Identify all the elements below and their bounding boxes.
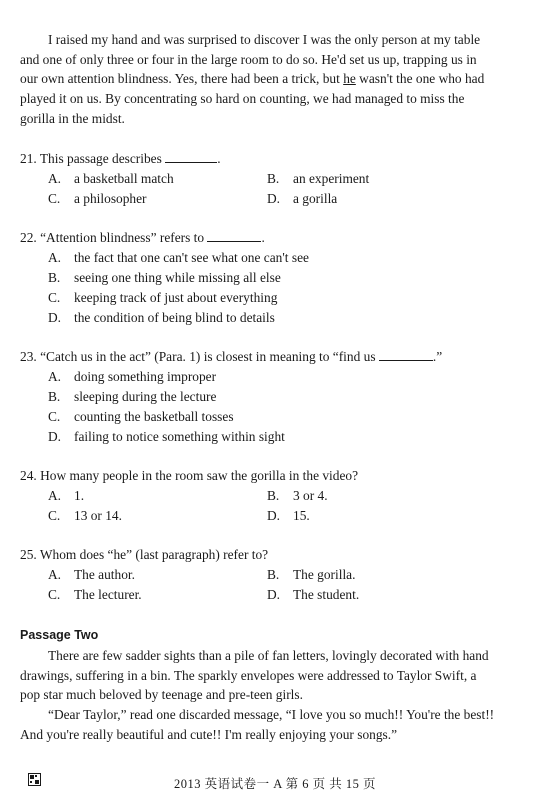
option-text: the fact that one can't see what one can't see: [74, 250, 309, 265]
option-text: keeping track of just about everything: [74, 290, 278, 305]
option-a: [48, 248, 309, 268]
question-stem: [20, 347, 530, 367]
question-text: “Catch us in the act” (Para. 1) is closest in meaning to “find us: [40, 349, 376, 364]
option-letter: C.: [48, 409, 61, 424]
question-stem: [20, 545, 530, 565]
option-letter: D.: [48, 429, 62, 444]
option-letter: D.: [267, 587, 281, 602]
question-text: How many people in the room saw the gorilla in the video?: [40, 468, 359, 483]
option-letter: B.: [267, 171, 280, 186]
passage-two-paragraph-2: [20, 705, 520, 744]
passage-line-3: pop star much beloved by teenage and pre-teen girls.: [20, 687, 303, 703]
passage-line-1: There are few sadder sights than a pile of fan letters, lovingly decorated with hand: [48, 648, 489, 663]
intro-line-3-end: wasn't the one who had: [355, 71, 485, 87]
option-text: 13 or 14.: [74, 508, 122, 523]
intro-line-1: I raised my hand and was surprised to discover I was the only person at my table: [48, 32, 481, 47]
question-23: [20, 347, 530, 447]
option-letter: B.: [267, 567, 280, 582]
option-letter: C.: [48, 508, 61, 523]
intro-line-3: [20, 69, 520, 89]
question-stem: [20, 228, 530, 248]
option-letter: A.: [48, 250, 62, 265]
question-stem: [20, 149, 530, 169]
option-letter: A.: [48, 488, 62, 503]
question-number: 22.: [20, 230, 37, 245]
page-footer: [0, 772, 550, 794]
option-c: [48, 585, 142, 605]
option-letter: D.: [48, 310, 62, 325]
option-c: [48, 189, 147, 209]
question-22: [20, 228, 530, 328]
question-25: [20, 545, 530, 605]
passage-line-2: drawings, suffering in a bin. The sparkly envelopes were addressed to Taylor Swift, a: [20, 667, 477, 683]
option-letter: A.: [48, 567, 62, 582]
underlined-he: he: [343, 71, 356, 87]
intro-line-5: gorilla in the midst.: [20, 110, 125, 126]
option-d: [48, 427, 285, 447]
option-d: [267, 189, 337, 209]
option-letter: C.: [48, 290, 61, 305]
option-text: The gorilla.: [293, 567, 356, 582]
option-letter: A.: [48, 171, 62, 186]
intro-line-4: played it on us. By concentrating so hard on counting, we had managed to miss the: [20, 91, 465, 107]
option-letter: C.: [48, 191, 61, 206]
question-24: [20, 466, 530, 526]
answer-blank: [379, 349, 433, 361]
option-c: [48, 288, 277, 308]
passage-two-paragraph-1: [20, 646, 520, 705]
question-number: 23.: [20, 349, 37, 364]
option-a: [48, 565, 135, 585]
question-21: [20, 149, 530, 209]
intro-line-3-start: our own attention blindness. Yes, there had been a trick, but: [20, 71, 344, 87]
option-text: The author.: [74, 567, 135, 582]
passage-line-4: “Dear Taylor,” read one discarded message, “I love you so much!! You're the best!!: [48, 707, 495, 722]
option-letter: B.: [267, 488, 280, 503]
question-text: “Attention blindness” refers to: [40, 230, 205, 245]
intro-paragraph: [20, 30, 520, 129]
option-a: [48, 169, 174, 189]
intro-line-2: and one of only three or four in the large room to do so. He'd set us up, trapping us in: [20, 51, 477, 67]
question-stem: [20, 466, 530, 486]
option-b: [48, 268, 281, 288]
option-text: a gorilla: [293, 191, 338, 206]
page-footer-text: 2013 英语试卷一 A 第 6 页 共 15 页: [173, 777, 377, 791]
option-text: sleeping during the lecture: [74, 389, 217, 404]
passage-two-heading: Passage Two: [20, 628, 99, 642]
passage-line-5: And you're really beautiful and cute!! I'm really enjoying your songs.”: [20, 726, 398, 742]
question-text: Whom does “he” (last paragraph) refer to?: [39, 547, 269, 562]
option-text: 15.: [293, 508, 310, 523]
option-b: [267, 565, 355, 585]
option-c: [48, 506, 122, 526]
option-b: [48, 387, 216, 407]
option-text: 3 or 4.: [293, 488, 328, 503]
question-text: This passage describes: [39, 151, 162, 166]
option-text: an experiment: [293, 171, 370, 186]
option-letter: B.: [48, 270, 61, 285]
option-text: doing something improper: [74, 369, 217, 384]
question-number: 21.: [20, 151, 37, 166]
option-c: [48, 407, 234, 427]
option-a: [48, 367, 216, 387]
option-text: counting the basketball tosses: [74, 409, 234, 424]
option-letter: A.: [48, 369, 62, 384]
option-letter: C.: [48, 587, 61, 602]
option-text: a philosopher: [74, 191, 147, 206]
option-text: 1.: [74, 488, 85, 503]
option-text: The student.: [293, 587, 360, 602]
option-text: the condition of being blind to details: [74, 310, 275, 325]
option-text: seeing one thing while missing all else: [74, 270, 281, 285]
option-b: [267, 486, 328, 506]
option-letter: D.: [267, 191, 281, 206]
option-d: [267, 585, 359, 605]
question-number: 24.: [20, 468, 37, 483]
question-number: 25.: [20, 547, 37, 562]
question-stem-end: .”: [432, 349, 443, 364]
option-text: a basketball match: [74, 171, 174, 186]
option-d: [267, 506, 310, 526]
option-d: [48, 308, 275, 328]
option-letter: B.: [48, 389, 61, 404]
option-letter: D.: [267, 508, 281, 523]
option-text: The lecturer.: [74, 587, 142, 602]
option-text: failing to notice something within sight: [74, 429, 285, 444]
question-stem-end: .: [261, 230, 265, 245]
option-b: [267, 169, 369, 189]
answer-blank: [207, 230, 261, 242]
option-a: [48, 486, 84, 506]
question-stem-end: .: [217, 151, 221, 166]
answer-blank: [165, 151, 217, 163]
